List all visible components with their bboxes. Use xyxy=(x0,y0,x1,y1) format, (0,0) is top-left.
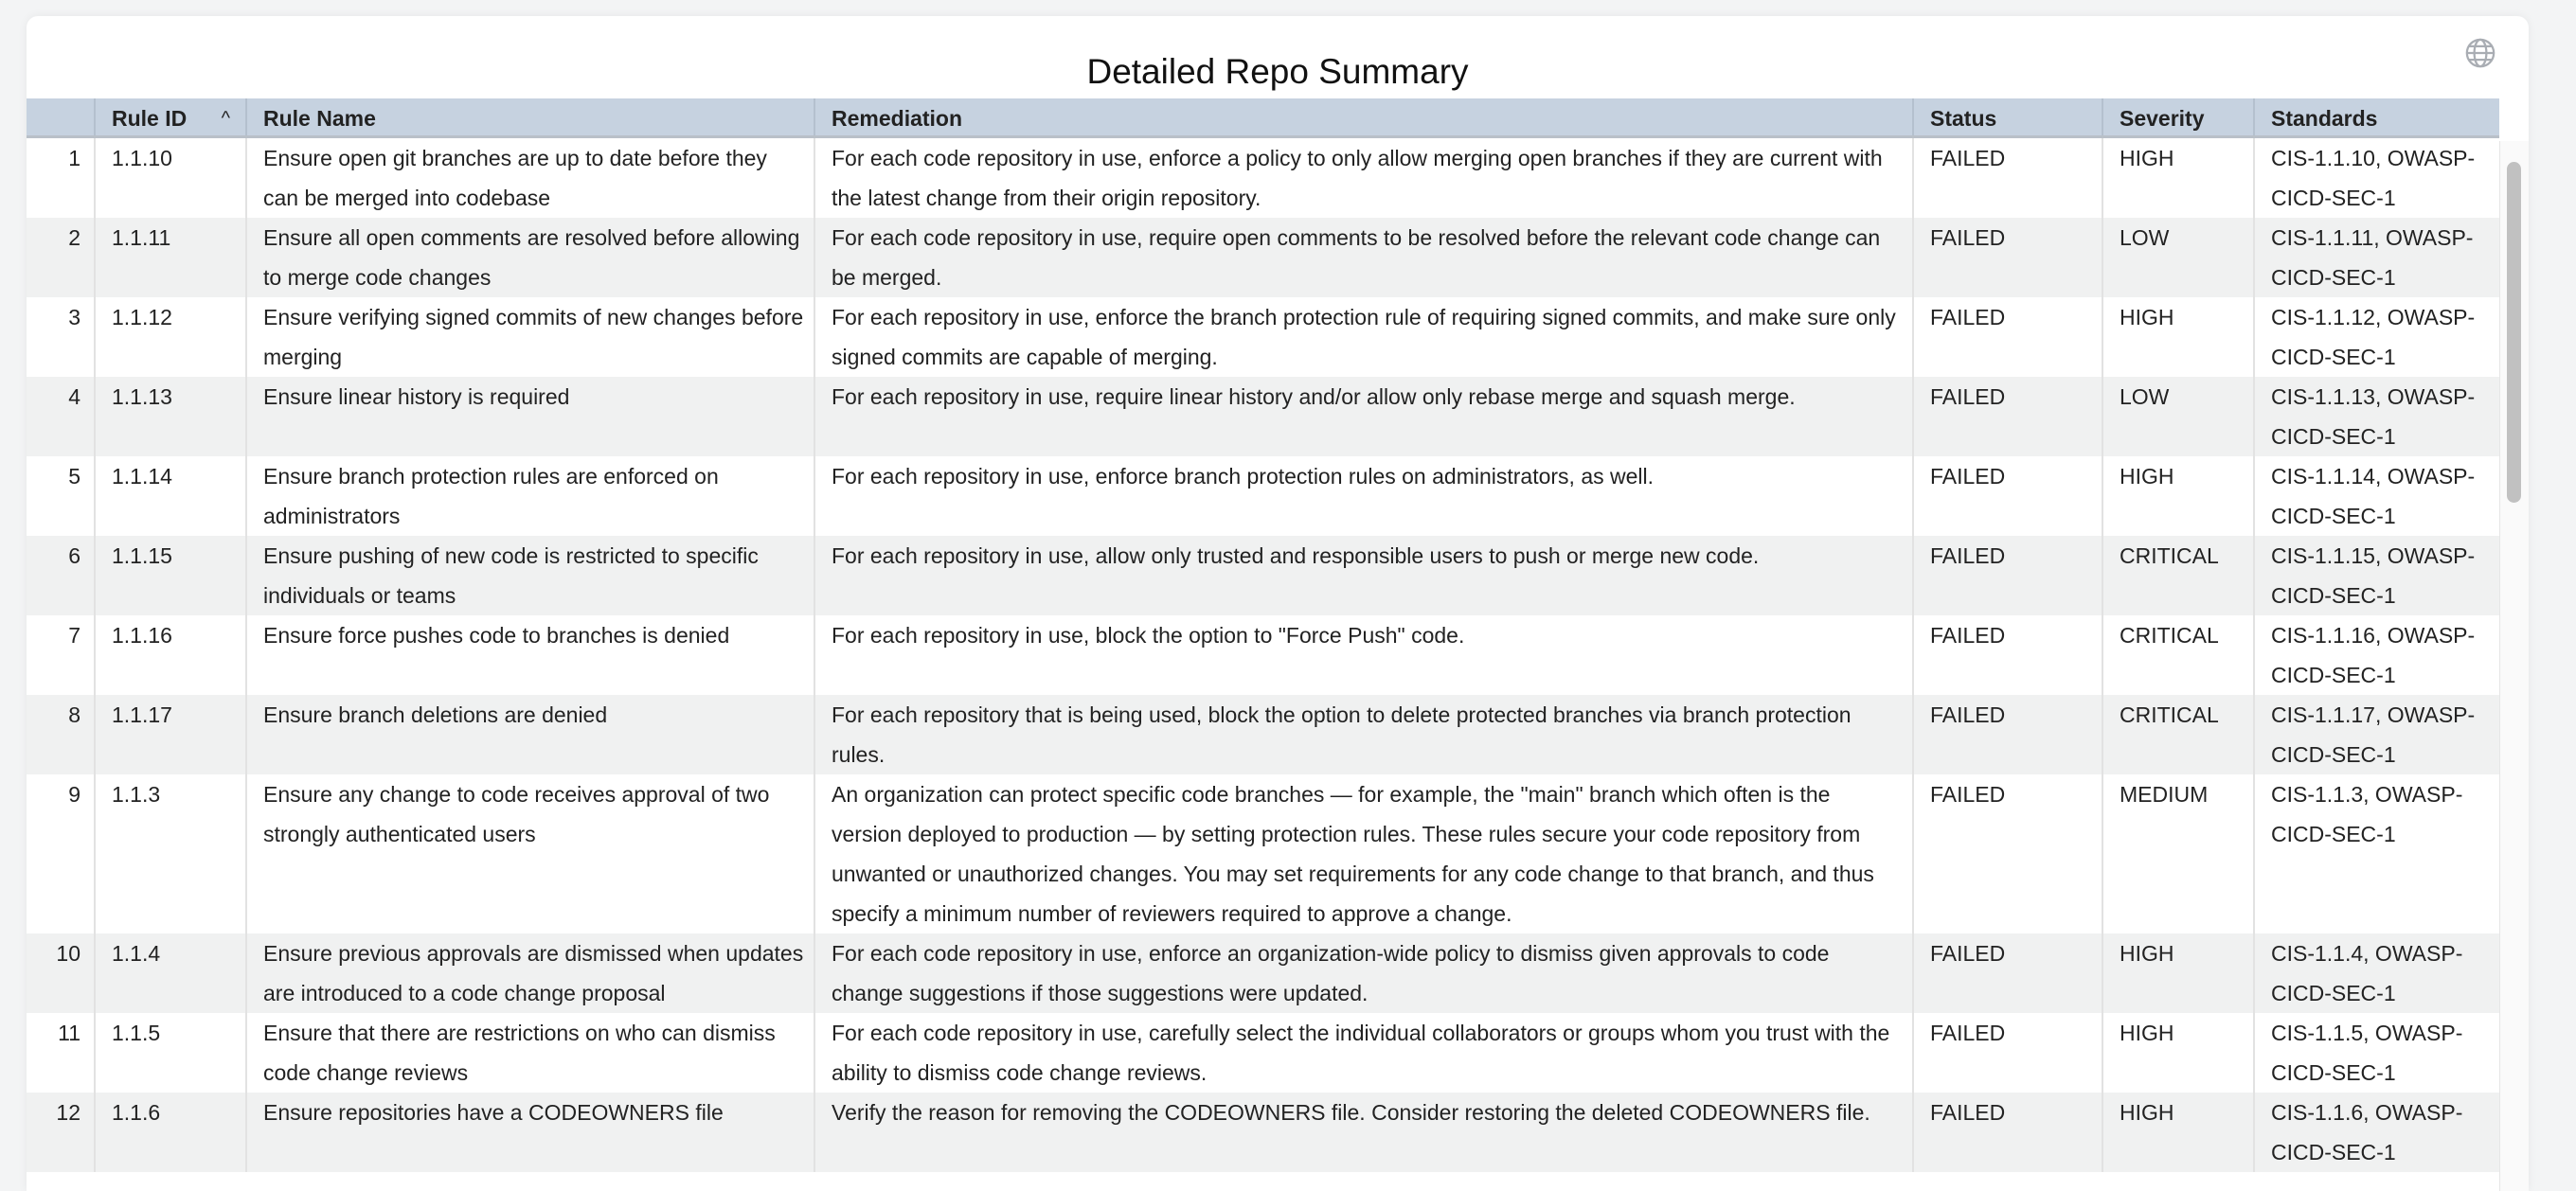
status-cell: FAILED xyxy=(1912,138,2102,218)
rule-id-cell: 1.1.17 xyxy=(94,695,245,774)
status-cell: FAILED xyxy=(1912,536,2102,615)
rule-id-cell: 1.1.10 xyxy=(94,138,245,218)
table-row[interactable] xyxy=(27,615,2499,695)
rule-id-cell: 1.1.13 xyxy=(94,377,245,456)
table-row[interactable] xyxy=(27,774,2499,933)
row-index: 1 xyxy=(68,146,80,170)
remediation-cell: For each repository in use, block the option to "Force Push" code. xyxy=(814,615,1912,695)
rule-name-cell: Ensure that there are restrictions on who can dismiss code change reviews xyxy=(245,1013,814,1093)
scrollbar-thumb[interactable] xyxy=(2507,162,2521,503)
table-row[interactable] xyxy=(27,695,2499,774)
status-cell: FAILED xyxy=(1912,695,2102,774)
table-header xyxy=(27,98,2499,138)
column-header-index[interactable] xyxy=(27,98,94,135)
sort-ascending-icon[interactable]: ^ xyxy=(221,108,230,129)
rules-table xyxy=(27,98,2499,1172)
severity-cell: HIGH xyxy=(2102,933,2253,1013)
column-header-status[interactable]: Status xyxy=(1912,98,2102,135)
table-row[interactable] xyxy=(27,933,2499,1013)
column-header-rule-name[interactable]: Rule Name xyxy=(245,98,814,135)
remediation-cell: For each repository in use, enforce branch protection rules on administrators, as well. xyxy=(814,456,1912,536)
severity-cell: LOW xyxy=(2102,377,2253,456)
standards-cell: CIS-1.1.14, OWASP-CICD-SEC-1 xyxy=(2253,456,2499,536)
rule-name-cell: Ensure open git branches are up to date before they can be merged into codebase xyxy=(245,138,814,218)
standards-cell: CIS-1.1.13, OWASP-CICD-SEC-1 xyxy=(2253,377,2499,456)
page-title: Detailed Repo Summary xyxy=(1086,52,1469,91)
status-cell: FAILED xyxy=(1912,1013,2102,1093)
row-index: 10 xyxy=(56,941,80,966)
rule-name-cell: Ensure any change to code receives approval of two strongly authenticated users xyxy=(245,774,814,933)
remediation-cell: An organization can protect specific code branches — for example, the "main" branch which often is the version deployed to production — by setting protection rules. These rules secure your code repository from unwanted or unauthorized changes. You may set requirements for any code change to that branch, and thus specify a minimum number of reviewers required to approve a change. xyxy=(814,774,1912,933)
rule-name-cell: Ensure branch protection rules are enforced on administrators xyxy=(245,456,814,536)
status-cell: FAILED xyxy=(1912,1093,2102,1172)
severity-cell: HIGH xyxy=(2102,1093,2253,1172)
remediation-cell: For each code repository in use, carefully select the individual collaborators or groups whom you trust with the ability to dismiss code change reviews. xyxy=(814,1013,1912,1093)
standards-cell: CIS-1.1.16, OWASP-CICD-SEC-1 xyxy=(2253,615,2499,695)
remediation-cell: For each code repository in use, enforce a policy to only allow merging open branches if they are current with the latest change from their origin repository. xyxy=(814,138,1912,218)
status-cell: FAILED xyxy=(1912,615,2102,695)
rule-id-cell: 1.1.5 xyxy=(94,1013,245,1093)
row-index: 4 xyxy=(68,384,80,409)
row-index: 3 xyxy=(68,305,80,329)
rule-id-cell: 1.1.15 xyxy=(94,536,245,615)
severity-cell: HIGH xyxy=(2102,138,2253,218)
rule-id-cell: 1.1.14 xyxy=(94,456,245,536)
remediation-cell: For each repository in use, require linear history and/or allow only rebase merge and squash merge. xyxy=(814,377,1912,456)
row-index: 9 xyxy=(68,782,80,807)
status-cell: FAILED xyxy=(1912,377,2102,456)
severity-cell: HIGH xyxy=(2102,1013,2253,1093)
rule-id-cell: 1.1.16 xyxy=(94,615,245,695)
standards-cell: CIS-1.1.4, OWASP-CICD-SEC-1 xyxy=(2253,933,2499,1013)
rule-id-cell: 1.1.3 xyxy=(94,774,245,933)
table-row[interactable] xyxy=(27,1093,2499,1172)
column-header-remediation[interactable]: Remediation xyxy=(814,98,1912,135)
remediation-cell: For each repository in use, enforce the branch protection rule of requiring signed commits, and make sure only signed commits are capable of merging. xyxy=(814,297,1912,377)
status-cell: FAILED xyxy=(1912,218,2102,297)
standards-cell: CIS-1.1.17, OWASP-CICD-SEC-1 xyxy=(2253,695,2499,774)
remediation-cell: For each code repository in use, require open comments to be resolved before the relevant code change can be merged. xyxy=(814,218,1912,297)
table-row[interactable] xyxy=(27,1013,2499,1093)
status-cell: FAILED xyxy=(1912,933,2102,1013)
rule-id-cell: 1.1.6 xyxy=(94,1093,245,1172)
repo-summary-panel xyxy=(27,16,2529,1191)
remediation-cell: For each repository that is being used, block the option to delete protected branches via branch protection rules. xyxy=(814,695,1912,774)
standards-cell: CIS-1.1.6, OWASP-CICD-SEC-1 xyxy=(2253,1093,2499,1172)
column-header-severity[interactable]: Severity xyxy=(2102,98,2253,135)
column-header-rule-id[interactable]: Rule ID ^ xyxy=(94,98,245,135)
rule-name-cell: Ensure previous approvals are dismissed when updates are introduced to a code change proposal xyxy=(245,933,814,1013)
standards-cell: CIS-1.1.12, OWASP-CICD-SEC-1 xyxy=(2253,297,2499,377)
table-body xyxy=(27,138,2499,1172)
rule-name-cell: Ensure verifying signed commits of new changes before merging xyxy=(245,297,814,377)
remediation-cell: For each repository in use, allow only trusted and responsible users to push or merge new code. xyxy=(814,536,1912,615)
status-cell: FAILED xyxy=(1912,297,2102,377)
vertical-scrollbar[interactable] xyxy=(2499,141,2529,1191)
rule-name-cell: Ensure force pushes code to branches is denied xyxy=(245,615,814,695)
table-row[interactable] xyxy=(27,297,2499,377)
rule-id-cell: 1.1.11 xyxy=(94,218,245,297)
row-index: 11 xyxy=(58,1021,80,1045)
table-row[interactable] xyxy=(27,377,2499,456)
remediation-cell: Verify the reason for removing the CODEOWNERS file. Consider restoring the deleted CODEOWNERS file. xyxy=(814,1093,1912,1172)
table-row[interactable] xyxy=(27,218,2499,297)
rule-name-cell: Ensure linear history is required xyxy=(245,377,814,456)
standards-cell: CIS-1.1.3, OWASP-CICD-SEC-1 xyxy=(2253,774,2499,933)
row-index: 5 xyxy=(68,464,80,489)
severity-cell: CRITICAL xyxy=(2102,695,2253,774)
severity-cell: HIGH xyxy=(2102,297,2253,377)
severity-cell: MEDIUM xyxy=(2102,774,2253,933)
row-index: 7 xyxy=(68,623,80,648)
rule-name-cell: Ensure all open comments are resolved before allowing to merge code changes xyxy=(245,218,814,297)
table-row[interactable] xyxy=(27,456,2499,536)
row-index: 8 xyxy=(68,702,80,727)
severity-cell: HIGH xyxy=(2102,456,2253,536)
globe-icon[interactable] xyxy=(2464,37,2496,69)
severity-cell: LOW xyxy=(2102,218,2253,297)
rule-id-cell: 1.1.12 xyxy=(94,297,245,377)
rule-name-cell: Ensure branch deletions are denied xyxy=(245,695,814,774)
standards-cell: CIS-1.1.11, OWASP-CICD-SEC-1 xyxy=(2253,218,2499,297)
standards-cell: CIS-1.1.10, OWASP-CICD-SEC-1 xyxy=(2253,138,2499,218)
severity-cell: CRITICAL xyxy=(2102,615,2253,695)
row-index: 2 xyxy=(68,225,80,250)
column-header-standards[interactable]: Standards xyxy=(2253,98,2499,135)
row-index: 6 xyxy=(68,543,80,568)
rule-name-cell: Ensure repositories have a CODEOWNERS file xyxy=(245,1093,814,1172)
standards-cell: CIS-1.1.15, OWASP-CICD-SEC-1 xyxy=(2253,536,2499,615)
table-row[interactable] xyxy=(27,536,2499,615)
rule-name-cell: Ensure pushing of new code is restricted to specific individuals or teams xyxy=(245,536,814,615)
row-index: 12 xyxy=(56,1100,80,1125)
remediation-cell: For each code repository in use, enforce an organization-wide policy to dismiss given approvals to code change suggestions if those suggestions were updated. xyxy=(814,933,1912,1013)
table-row[interactable] xyxy=(27,138,2499,218)
rule-id-cell: 1.1.4 xyxy=(94,933,245,1013)
severity-cell: CRITICAL xyxy=(2102,536,2253,615)
status-cell: FAILED xyxy=(1912,774,2102,933)
standards-cell: CIS-1.1.5, OWASP-CICD-SEC-1 xyxy=(2253,1013,2499,1093)
status-cell: FAILED xyxy=(1912,456,2102,536)
